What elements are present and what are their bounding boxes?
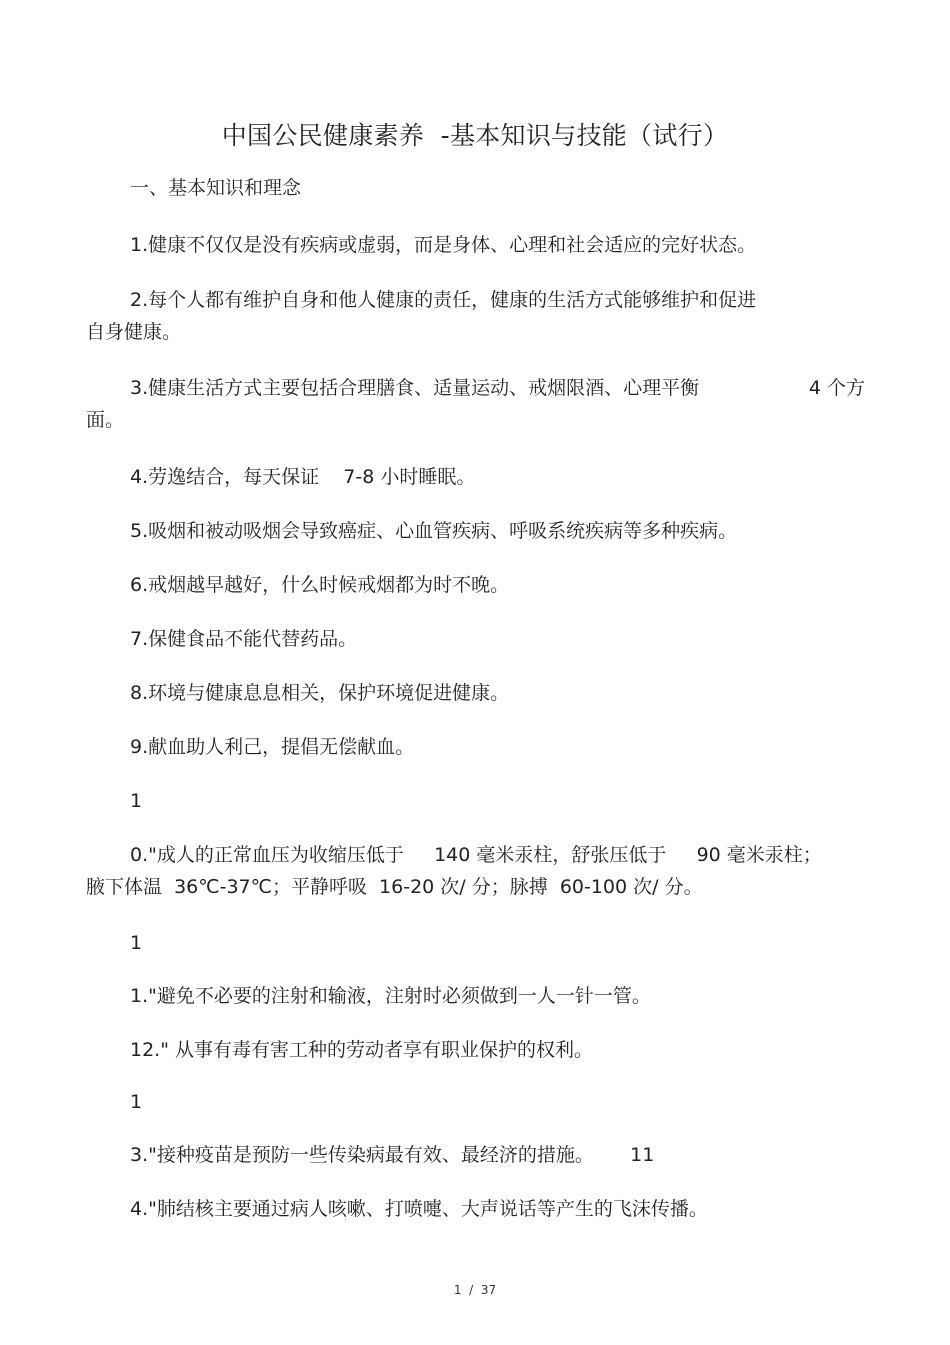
page-indicator: 1 / 37 — [453, 1283, 497, 1297]
item-5: 5.吸烟和被动吸烟会导致癌症、心血管疾病、呼吸系统疾病等多种疾病。 — [130, 520, 738, 542]
item-3-text: 3.健康生活方式主要包括合理膳食、适量运动、戒烟限酒、心理平衡 — [130, 377, 700, 399]
item-10-number-fragment: 1 — [130, 790, 143, 812]
item-10-line-2: 腋下体温 36℃-37℃；平静呼吸 16-20 次/ 分；脉搏 60-100 次/ 分。 — [86, 876, 703, 898]
item-4: 4.劳逸结合，每天保证 7-8 小时睡眠。 — [130, 466, 476, 488]
item-7: 7.保健食品不能代替药品。 — [130, 628, 358, 650]
item-10-line-1: 0."成人的正常血压为收缩压低于 140 毫米汞柱，舒张压低于 90 毫米汞柱； — [130, 844, 822, 866]
item-3-line-2: 面。 — [86, 409, 125, 431]
document-title: 中国公民健康素养 -基本知识与技能（试行） — [221, 121, 729, 150]
item-9: 9.献血助人利己，提倡无偿献血。 — [130, 736, 415, 758]
section-heading: 一、基本知识和理念 — [130, 177, 302, 199]
item-3-count: 4 个方 — [808, 377, 865, 399]
item-11-number-fragment: 1 — [130, 932, 143, 954]
item-6: 6.戒烟越早越好，什么时候戒烟都为时不晚。 — [130, 574, 510, 596]
item-13: 3."接种疫苗是预防一些传染病最有效、最经济的措施。 11 — [130, 1144, 655, 1166]
item-2-line-1: 2.每个人都有维护自身和他人健康的责任，健康的生活方式能够维护和促进 — [130, 289, 757, 311]
item-3-line-1 — [130, 373, 865, 403]
item-1: 1.健康不仅仅是没有疾病或虚弱，而是身体、心理和社会适应的完好状态。 — [130, 234, 757, 256]
item-14: 4."肺结核主要通过病人咳嗽、打喷嚏、大声说话等产生的飞沫传播。 — [130, 1198, 708, 1220]
item-13-number-fragment: 1 — [130, 1091, 143, 1113]
item-11: 1."避免不必要的注射和输液，注射时必须做到一人一针一管。 — [130, 985, 651, 1007]
item-2-line-2: 自身健康。 — [86, 321, 182, 343]
item-8: 8.环境与健康息息相关，保护环境促进健康。 — [130, 682, 510, 704]
item-12: 12." 从事有毒有害工种的劳动者享有职业保护的权利。 — [130, 1039, 593, 1061]
